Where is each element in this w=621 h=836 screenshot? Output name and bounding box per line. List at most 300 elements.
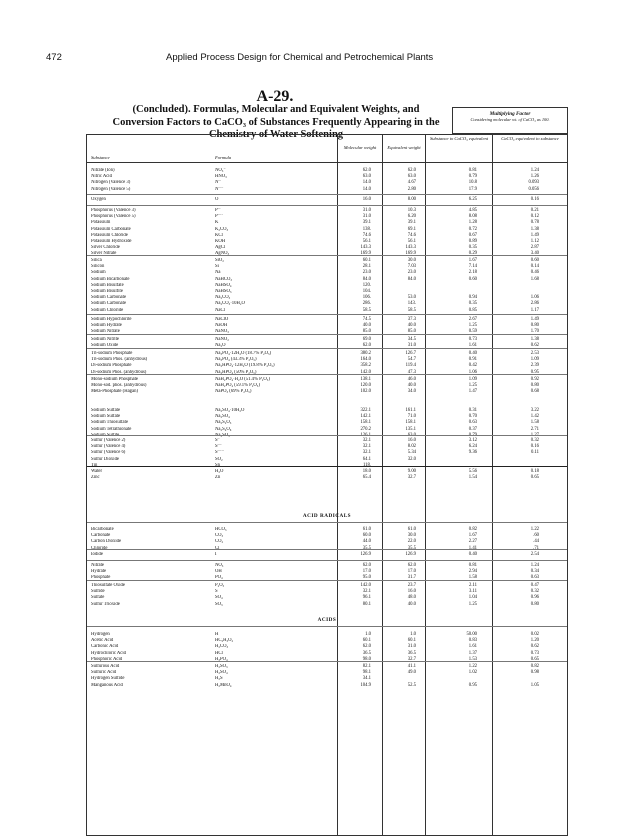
equivalent-weight-cell: 56.1 (407, 239, 416, 244)
molecular-weight-cell: 126.1 (360, 432, 371, 438)
factor-from-caco3-cell: 0.62 (530, 644, 539, 650)
formula-cell: NaOH (215, 323, 228, 329)
factor-to-caco3-cell: 6.25 (468, 197, 477, 202)
formula-cell: SO₂ (215, 456, 223, 462)
factor-from-caco3-cell: 0.11 (530, 450, 539, 456)
molecular-weight-cell: 126.9 (360, 552, 371, 557)
factor-to-caco3-cell: 1.02 (468, 670, 477, 676)
factor-from-caco3-cell: 1.26 (530, 174, 539, 180)
molecular-weight-cell: 104.9 (360, 682, 371, 688)
molecular-weight-cell: 158.1 (360, 420, 371, 426)
group-rule (87, 374, 567, 375)
factor-to-caco3-cell: 1.41 (468, 545, 477, 551)
formula-cell: AgNO₃ (215, 251, 230, 257)
factor-to-caco3-cell: 1.06 (468, 369, 477, 375)
factor-from-caco3-cell: 1.38 (530, 226, 539, 232)
table-row (87, 264, 567, 270)
substance-cell: Hydrogen Sulfide (91, 676, 125, 682)
factor-to-caco3-cell: 0.73 (468, 337, 477, 342)
multiplying-factor-title: Multiplying Factor (489, 111, 531, 117)
factor-from-caco3-cell: 2.53 (530, 351, 539, 356)
equivalent-weight-cell: 31.7 (407, 575, 416, 581)
molecular-weight-cell: 1.0 (365, 632, 371, 637)
molecular-weight-cell: 32.1 (362, 444, 371, 450)
equivalent-weight-cell: 31.0 (407, 644, 416, 650)
molecular-weight-cell: 56.1 (362, 239, 371, 244)
equivalent-weight-cell: 63.0 (407, 174, 416, 180)
formula-cell: H₂O (215, 469, 224, 474)
table-row (87, 389, 567, 395)
table-row (87, 301, 567, 307)
factor-from-caco3-cell: 0.68 (530, 389, 539, 395)
equivalent-weight-cell: 8.02 (407, 444, 416, 450)
factor-from-caco3-cell: 0.18 (530, 469, 539, 474)
molecular-weight-cell: 169.9 (360, 251, 371, 257)
formula-cell: H₂SO₄ (215, 670, 228, 676)
factor-from-caco3-cell: 0.80 (530, 601, 539, 607)
substance-cell: Nitrogen (Valence 3) (91, 180, 131, 186)
substance-cell: Di-sodium Phos. (anhydrous) (91, 369, 147, 375)
factor-to-caco3-cell: 0.79 (468, 432, 477, 438)
factor-to-caco3-cell: 1.25 (468, 323, 477, 329)
table-row (87, 589, 567, 595)
substance-cell: Phosphoric Acid (91, 656, 123, 662)
factor-to-caco3-cell: 0.59 (468, 329, 477, 335)
formula-cell: Na₂S₂O₃ (215, 420, 232, 426)
substance-cell: Iodide (91, 552, 103, 557)
substance-cell: Carbon Dioxide (91, 539, 122, 545)
table-row (87, 475, 567, 481)
substance-cell: Sodium Bisulfite (91, 289, 123, 294)
factor-from-caco3-cell: 0.16 (530, 444, 539, 450)
table-row (87, 277, 567, 283)
formula-cell: CO₃ (215, 533, 224, 539)
substance-cell: Manganous Acid (91, 682, 123, 688)
formula-cell: S′′ (215, 438, 220, 443)
formula-cell: HCO₃ (215, 527, 227, 532)
factor-from-caco3-cell: 0.80 (530, 323, 539, 329)
page-number: 472 (46, 52, 62, 63)
molecular-weight-cell: 32.1 (362, 450, 371, 456)
table-row (87, 457, 567, 463)
table-row (87, 180, 567, 186)
molecular-weight-cell: 84.0 (362, 276, 371, 282)
equivalent-weight-cell: 16.0 (407, 438, 416, 443)
factor-from-caco3-cell: 0.21 (530, 208, 539, 213)
substance-cell: Sulfur Trioxide (91, 601, 120, 607)
group-rule (87, 661, 567, 662)
formula-cell: NaCl (215, 307, 225, 313)
substance-cell: Sulfur (Valence 4) (91, 444, 126, 450)
substance-cell: Silicon (91, 264, 105, 270)
factor-from-caco3-cell: 3.40 (530, 251, 539, 257)
molecular-weight-cell: 138. (362, 226, 371, 232)
molecular-weight-cell: 64.1 (362, 456, 371, 462)
factor-from-caco3-cell: 1.24 (530, 168, 539, 173)
molecular-weight-cell: 98.0 (362, 656, 371, 662)
table-row (87, 258, 567, 264)
formula-cell: K (215, 220, 219, 226)
factor-from-caco3-cell: 1.20 (530, 638, 539, 644)
equivalent-weight-cell: 60.1 (407, 638, 416, 644)
equivalent-weight-cell: 126.7 (405, 351, 416, 356)
factor-from-caco3-cell: 1.42 (530, 414, 539, 420)
formula-cell: Si (215, 264, 219, 270)
substance-cell: Nitrate (91, 563, 105, 568)
factor-to-caco3-cell: 7.14 (468, 264, 477, 270)
factor-to-caco3-cell: 0.79 (468, 174, 477, 180)
table-id: A-29. (256, 88, 294, 105)
table-row (87, 420, 567, 426)
formula-cell: AgCl (215, 245, 226, 251)
factor-from-caco3-cell: 0.12 (530, 214, 539, 220)
substance-cell: Sulfurous Acid (91, 664, 120, 669)
equivalent-weight-cell: 37.3 (407, 317, 416, 322)
molecular-weight-cell: 82.1 (362, 664, 371, 669)
equivalent-weight-cell: 2.80 (407, 186, 416, 192)
molecular-weight-cell: 106. (362, 295, 371, 301)
factor-to-caco3-cell: 0.81 (468, 168, 477, 173)
factor-from-caco3-cell: 0.60 (530, 258, 539, 263)
header-substance: Substance (91, 155, 110, 160)
equivalent-weight-cell: 23.0 (407, 270, 416, 276)
formula-cell: H₂S (215, 676, 223, 682)
equivalent-weight-cell: 169.9 (405, 251, 416, 257)
group-rule (87, 560, 567, 561)
formula-cell: Na₂CO₃·10H₂O (215, 301, 245, 307)
factor-from-caco3-cell: 0.34 (530, 569, 539, 575)
equivalent-weight-cell: 9.00 (407, 469, 416, 474)
factor-to-caco3-cell: 0.72 (468, 226, 477, 232)
formula-cell: NaH₂PO₄ (59.1% P₂O₅) (215, 383, 260, 389)
table-row (87, 676, 567, 682)
factor-to-caco3-cell: 3.12 (468, 438, 477, 443)
equivalent-weight-cell: 47.3 (407, 369, 416, 375)
substance-cell: Sulfur Dioxide (91, 456, 119, 462)
factor-from-caco3-cell: 0.80 (530, 383, 539, 389)
substance-cell: Mono-sod. phos. (anhydrous) (91, 383, 147, 389)
table-row (87, 527, 567, 533)
molecular-weight-cell: 85.0 (362, 329, 371, 335)
factor-from-caco3-cell: .71 (533, 545, 539, 551)
section-rule (87, 522, 567, 523)
equivalent-weight-cell: 36.5 (407, 650, 416, 656)
formula-cell: H₂CO₃ (215, 644, 229, 650)
table-row (87, 323, 567, 329)
molecular-weight-cell: 95.0 (362, 575, 371, 581)
equivalent-weight-cell: 69.1 (407, 226, 416, 232)
formula-cell: Na₃PO₄·12H₂O (18.7% P₂O₅) (215, 351, 272, 356)
factor-to-caco3-cell: 1.53 (468, 656, 477, 662)
formula-cell: Sn (215, 462, 220, 468)
factor-from-caco3-cell: 0.95 (530, 369, 539, 375)
formula-cell: P₂O₅ (215, 583, 225, 588)
equivalent-weight-cell: 7.03 (407, 264, 416, 270)
substance-cell: Sodium (91, 270, 106, 276)
factor-from-caco3-cell: 2.71 (530, 426, 539, 432)
equivalent-weight-cell: 30.0 (407, 258, 416, 263)
factor-to-caco3-cell: 1.28 (468, 220, 477, 226)
equivalent-weight-cell: 49.0 (407, 670, 416, 676)
multiplying-factor-header (452, 107, 568, 134)
equivalent-weight-cell: 58.5 (407, 307, 416, 313)
molecular-weight-cell: 69.0 (362, 337, 371, 342)
factor-from-caco3-cell: 0.32 (530, 438, 539, 443)
header-equivalent-weight: Equivalent weight (387, 145, 421, 150)
molecular-weight-cell: 63.0 (362, 174, 371, 180)
factor-from-caco3-cell: 0.093 (528, 180, 539, 186)
group-rule (87, 205, 567, 206)
factor-to-caco3-cell: 17.9 (468, 186, 477, 192)
equivalent-weight-cell: 34.5 (407, 337, 416, 342)
factor-from-caco3-cell: 0.63 (530, 575, 539, 581)
factor-from-caco3-cell: 1.06 (530, 295, 539, 301)
molecular-weight-cell: 164.0 (360, 357, 371, 363)
factor-to-caco3-cell: 1.54 (468, 475, 477, 481)
factor-to-caco3-cell: 1.09 (468, 377, 477, 382)
factor-to-caco3-cell: 2.27 (468, 539, 477, 545)
factor-to-caco3-cell: 0.94 (468, 295, 477, 301)
substance-cell: Sodium Nitrite (91, 337, 119, 342)
substance-cell: Mono-sodium Phosphate (91, 377, 139, 382)
table-row (87, 377, 567, 383)
section-title-acid-radicals: ACID RADICALS (302, 513, 352, 519)
substance-cell: Sulfide (91, 589, 105, 595)
table-row (87, 444, 567, 450)
factor-from-caco3-cell: 0.32 (530, 589, 539, 595)
table-row (87, 683, 567, 689)
equivalent-weight-cell: 39.1 (407, 220, 416, 226)
table-row (87, 337, 567, 343)
factor-from-caco3-cell: 0.65 (530, 475, 539, 481)
substance-cell: Sodium Sulfate (91, 408, 121, 413)
formula-cell: HCl (215, 650, 223, 656)
header-molecular-weight: Molecular weight (343, 145, 377, 150)
formula-cell: SO₃ (215, 601, 223, 607)
formula-cell: KCl (215, 232, 223, 238)
substance-cell: Di-sodium Phosphate (91, 363, 132, 369)
factor-to-caco3-cell: 4.85 (468, 208, 477, 213)
factor-to-caco3-cell: 1.04 (468, 595, 477, 601)
substance-cell: Bicarbonate (91, 527, 114, 532)
equivalent-weight-cell: 52.5 (407, 682, 416, 688)
table-row (87, 357, 567, 363)
equivalent-weight-cell: 31.0 (407, 343, 416, 349)
molecular-weight-cell: 138.1 (360, 377, 371, 382)
factor-from-caco3-cell: 1.68 (530, 276, 539, 282)
substance-cell: Water (91, 469, 103, 474)
formula-cell: O (215, 197, 219, 202)
substance-cell: Sodium Hypochlorite (91, 317, 132, 322)
substance-cell: Potassium Carbonate (91, 226, 131, 232)
table-row (87, 187, 567, 193)
formula-cell: NaNO₃ (215, 329, 229, 335)
molecular-weight-cell: 270.2 (360, 426, 371, 432)
substance-cell: Sulfate (91, 595, 105, 601)
table-row (87, 408, 567, 414)
formula-cell: H (215, 632, 219, 637)
molecular-weight-cell: 102.0 (360, 389, 371, 395)
molecular-weight-cell: 358.2 (360, 363, 371, 369)
equivalent-weight-cell: 54.7 (407, 357, 416, 363)
formula-cell: PO₄ (215, 575, 223, 581)
factor-to-caco3-cell: 5.56 (468, 469, 477, 474)
running-head (46, 52, 586, 66)
molecular-weight-cell: 142.0 (360, 369, 371, 375)
factor-to-caco3-cell: 0.35 (468, 245, 477, 251)
section-title-acids: ACIDS (317, 617, 337, 623)
factor-from-caco3-cell: 0.14 (530, 264, 539, 270)
equivalent-weight-cell: 48.0 (407, 595, 416, 601)
equivalent-weight-cell: 1.0 (410, 632, 416, 637)
factor-from-caco3-cell: 1.38 (530, 337, 539, 342)
substance-cell: Nitrate (Ion) (91, 168, 115, 173)
substance-cell: Carbonic Acid (91, 644, 119, 650)
formula-cell: P′′′′′ (215, 214, 223, 220)
equivalent-weight-cell: 4.67 (407, 180, 416, 186)
formula-cell: Zn (215, 475, 221, 481)
table-row (87, 227, 567, 233)
substance-cell: Sodium Carbonate (91, 295, 127, 301)
formula-cell: H₃PO₄ (215, 656, 228, 662)
substance-cell: Meta-Phosphate (Hagan) (91, 389, 138, 395)
equivalent-weight-cell: 119.4 (405, 363, 416, 369)
factor-from-caco3-cell: .44 (533, 539, 539, 545)
factor-from-caco3-cell: 3.22 (530, 408, 539, 413)
factor-to-caco3-cell: 1.67 (468, 533, 477, 539)
factor-to-caco3-cell: 0.29 (468, 251, 477, 257)
factor-from-caco3-cell: 0.96 (530, 595, 539, 601)
factor-from-caco3-cell: 0.65 (530, 656, 539, 662)
substance-cell: Sulfur (Valence 6) (91, 450, 126, 456)
molecular-weight-cell: 80.1 (362, 601, 371, 607)
substance-cell: Nitric Acid (91, 174, 112, 180)
table-row (87, 289, 567, 295)
formula-cell: P′′′ (215, 208, 221, 213)
factor-from-caco3-cell: 0.46 (530, 270, 539, 276)
group-rule (87, 314, 567, 315)
factor-from-caco3-cell: 2.86 (530, 301, 539, 307)
formula-cell: S (215, 589, 218, 595)
table-row (87, 283, 567, 289)
formula-cell: Na₂SO₄ (215, 414, 230, 420)
substance-cell: Sodium Sulfate (91, 414, 121, 420)
equivalent-weight-cell: 32.7 (407, 475, 416, 481)
factor-to-caco3-cell: 1.25 (468, 383, 477, 389)
factor-to-caco3-cell: 0.35 (468, 301, 477, 307)
factor-from-caco3-cell: 0.78 (530, 220, 539, 226)
factor-from-caco3-cell: .60 (533, 533, 539, 539)
substance-cell: Tri-sodium Phosphate (91, 351, 133, 356)
table-row (87, 168, 567, 174)
substance-cell: Sulfuric Acid (91, 670, 117, 676)
molecular-weight-cell: 143.3 (360, 245, 371, 251)
equivalent-weight-cell: 40.0 (407, 323, 416, 329)
formula-cell: NaPO₃ (69% P₂O₅) (215, 389, 252, 395)
factor-to-caco3-cell: 1.37 (468, 650, 477, 656)
substance-cell: Sodium Sulfite (91, 432, 120, 438)
formula-cell: SO₄ (215, 595, 223, 601)
factor-to-caco3-cell: 1.61 (468, 343, 477, 349)
molecular-weight-cell: 60.1 (362, 258, 371, 263)
formula-cell: CO₂ (215, 539, 224, 545)
molecular-weight-cell: 380.2 (360, 351, 371, 356)
substance-cell: Potassium Hydroxide (91, 239, 132, 244)
factor-to-caco3-cell: 2.11 (468, 583, 477, 588)
equivalent-weight-cell: 22.0 (407, 539, 416, 545)
factor-from-caco3-cell: 1.12 (530, 239, 539, 244)
substance-cell: Nitrogen (Valence 5) (91, 186, 131, 192)
header-substance-to-caco3: Substance to CaCO₃ equivalent (429, 136, 489, 141)
section-rule (87, 626, 567, 627)
equivalent-weight-cell: 10.3 (407, 208, 416, 213)
factor-from-caco3-cell: 1.09 (530, 357, 539, 363)
factor-to-caco3-cell: 0.81 (468, 563, 477, 568)
table-row (87, 295, 567, 301)
table-row (87, 220, 567, 226)
table-row (87, 245, 567, 251)
formula-cell: K₂CO₃ (215, 226, 229, 232)
header-rule (87, 162, 567, 163)
substance-cell: Silver Chloride (91, 245, 120, 251)
factor-from-caco3-cell: 2.87 (530, 245, 539, 251)
formula-cell: NaHSO₄ (215, 282, 232, 288)
substance-cell: Carbonate (91, 533, 111, 539)
equivalent-weight-cell: 40.0 (407, 601, 416, 607)
table-row (87, 644, 567, 650)
molecular-weight-cell: 32.1 (362, 438, 371, 443)
formula-cell: NaH₂PO₄·H₂O (51.4% P₂O₅) (215, 377, 270, 382)
equivalent-weight-cell: 62.0 (407, 168, 416, 173)
equivalent-weight-cell: 53.0 (407, 295, 416, 301)
molecular-weight-cell: 118. (362, 462, 371, 468)
equivalent-weight-cell: 135.1 (405, 426, 416, 432)
formula-cell: HC₂H₃O₂ (215, 638, 234, 644)
factor-to-caco3-cell: 0.40 (468, 552, 477, 557)
table-row (87, 351, 567, 357)
factor-to-caco3-cell: 2.18 (468, 270, 477, 276)
factor-from-caco3-cell: 0.62 (530, 343, 539, 349)
formula-cell: NO₃ (215, 563, 224, 568)
molecular-weight-cell: 61.0 (362, 527, 371, 532)
group-rule (87, 334, 567, 335)
molecular-weight-cell: 31.0 (362, 214, 371, 220)
equivalent-weight-cell: 35.5 (407, 545, 416, 551)
substance-cell: Potassium (91, 220, 111, 226)
formula-cell: Na₂O (215, 343, 226, 349)
molecular-weight-cell: 322.1 (360, 408, 371, 413)
factor-to-caco3-cell: 0.95 (468, 682, 477, 688)
factor-to-caco3-cell: 0.67 (468, 232, 477, 238)
equivalent-weight-cell: 16.0 (407, 589, 416, 595)
molecular-weight-cell: 36.5 (362, 650, 371, 656)
factor-from-caco3-cell: 0.73 (530, 650, 539, 656)
factor-to-caco3-cell: 1.67 (468, 258, 477, 263)
table-row (87, 308, 567, 314)
table-row (87, 469, 567, 475)
factor-to-caco3-cell: 2.67 (468, 317, 477, 322)
molecular-weight-cell: 62.0 (362, 563, 371, 568)
formula-cell: N′′′′′ (215, 186, 224, 192)
factor-to-caco3-cell: 1.22 (468, 664, 477, 669)
molecular-weight-cell: 32.1 (362, 589, 371, 595)
group-rule (87, 255, 567, 256)
factor-from-caco3-cell: 1.17 (530, 307, 539, 313)
table-row (87, 539, 567, 545)
factor-from-caco3-cell: 0.056 (528, 186, 539, 192)
molecular-weight-cell: 60.1 (362, 638, 371, 644)
molecular-weight-cell: 28.1 (362, 264, 371, 270)
